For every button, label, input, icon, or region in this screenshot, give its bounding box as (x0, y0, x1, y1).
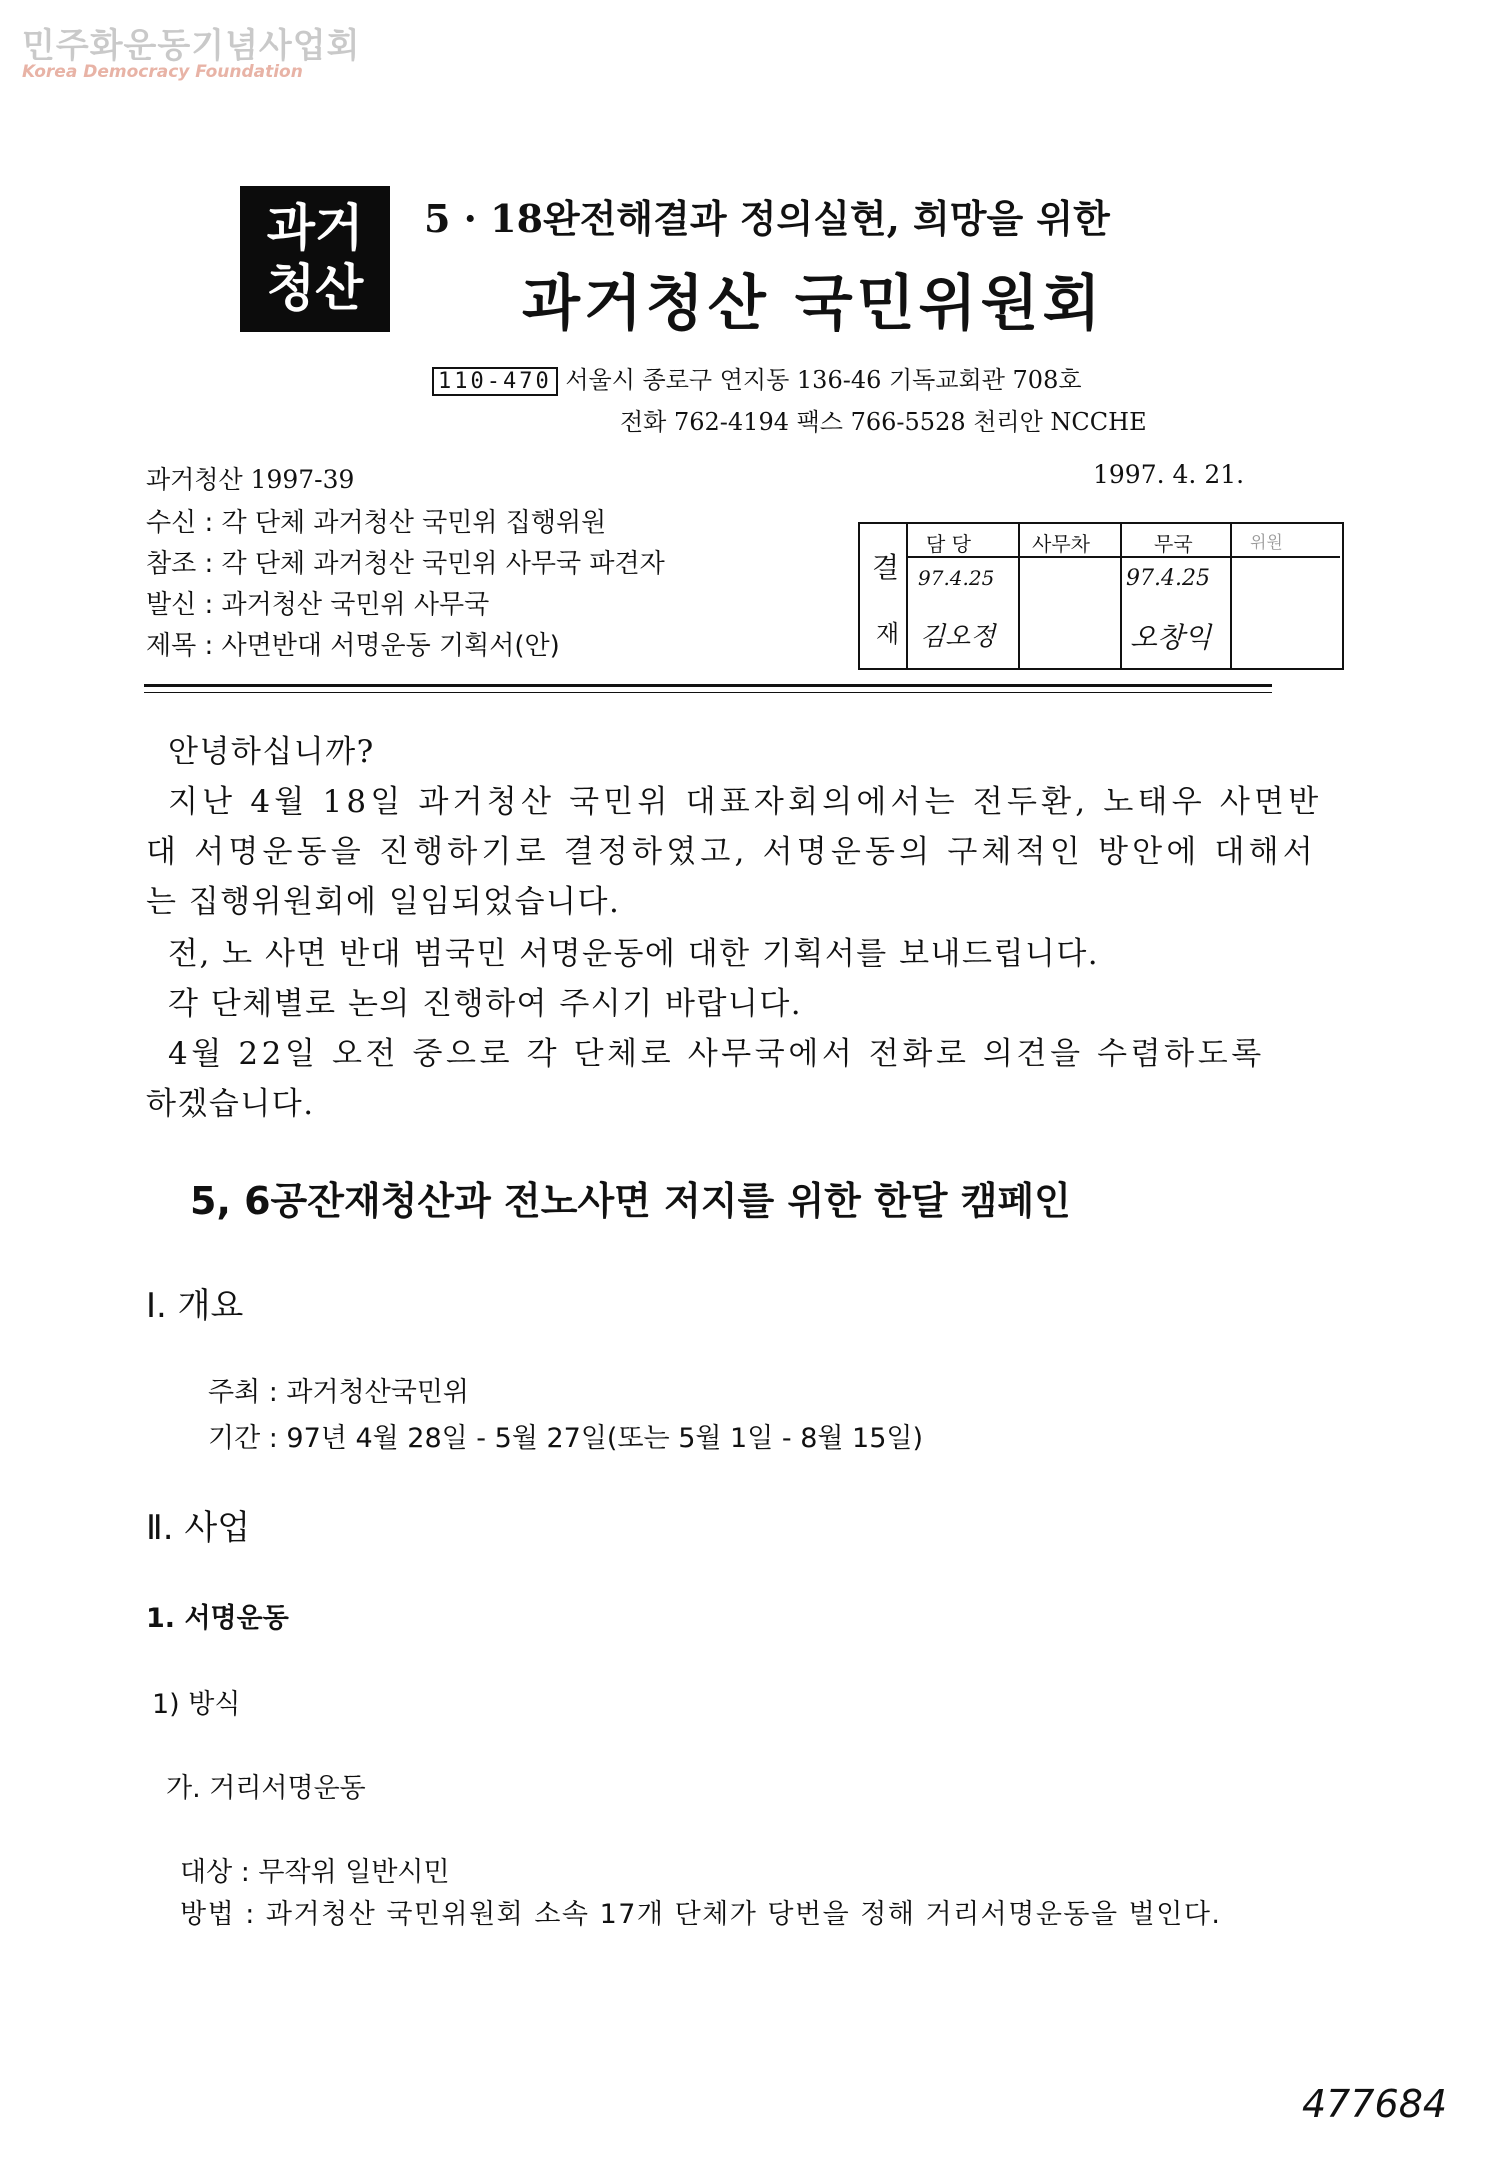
approval-date-3: 97.4.25 (1126, 566, 1210, 591)
header-title: 과거청산 국민위원회 (522, 269, 1105, 339)
item-method: 1) 방식 (152, 1689, 241, 1720)
approval-signature-1: 김오정 (920, 622, 996, 652)
watermark-korean: 민주화운동기념사업회 (22, 26, 361, 66)
address-line (432, 360, 1082, 396)
address: 서울시 종로구 연지동 136-46 기독교회관 708호 (565, 366, 1082, 394)
zip-code: 110-470 (432, 367, 558, 396)
approval-side-bottom: 재 (876, 620, 900, 648)
watermark-english: Korea Democracy Foundation (22, 62, 303, 82)
document-number: 과거청산 1997-39 (146, 465, 355, 494)
paragraph-1-line-3: 는 집행위원회에 일임되었습니다. (146, 884, 621, 920)
approval-table (858, 522, 1344, 670)
reference: 참조 : 각 단체 과거청산 국민위 사무국 파견자 (146, 549, 665, 579)
document-date: 1997. 4. 21. (1093, 460, 1245, 489)
approval-header-3: 무국 (1154, 532, 1193, 556)
logo-line-2: 청산 (266, 258, 364, 317)
organization-logo (240, 186, 390, 332)
method: 방법 : 과거청산 국민위원회 소속 17개 단체가 당번을 정해 거리서명운동을 벌인다. (180, 1899, 1222, 1930)
target: 대상 : 무작위 일반시민 (180, 1857, 450, 1888)
subject: 제목 : 사면반대 서명운동 기획서(안) (146, 631, 560, 661)
recipient: 수신 : 각 단체 과거청산 국민위 집행위원 (146, 508, 607, 538)
logo-line-1: 과거 (266, 198, 364, 257)
approval-side-top: 결 (872, 551, 900, 584)
greeting: 안녕하십니까? (168, 734, 375, 770)
item-signature-campaign: 1. 서명운동 (146, 1603, 289, 1634)
item-street-signature: 가. 거리서명운동 (166, 1773, 366, 1804)
paragraph-1-line-1: 지난 4월 18일 과거청산 국민위 대표자회의에서는 전두환, 노태우 사면반 (168, 784, 1323, 820)
sender: 발신 : 과거청산 국민위 사무국 (146, 590, 490, 620)
approval-header-1: 담 당 (926, 532, 971, 556)
section-2-heading: Ⅱ. 사업 (146, 1508, 251, 1548)
paragraph-1-line-2: 대 서명운동을 진행하기로 결정하였고, 서명운동의 구체적인 방안에 대해서 (146, 834, 1317, 870)
approval-header-2: 사무차 (1032, 532, 1090, 556)
header-divider (144, 684, 1272, 687)
header-subtitle: 5 · 18완전해결과 정의실현, 희망을 위한 (424, 196, 1110, 241)
approval-date-1: 97.4.25 (918, 566, 995, 590)
header-divider-thin (144, 692, 1272, 693)
paragraph-4-line-1: 4월 22일 오전 중으로 각 단체로 사무국에서 전화로 의견을 수렴하도록 (168, 1036, 1265, 1072)
paragraph-3: 각 단체별로 논의 진행하여 주시기 바랍니다. (168, 986, 803, 1022)
contact-line: 전화 762-4194 팩스 766-5528 천리안 NCCHE (620, 408, 1147, 436)
section-1-heading: Ⅰ. 개요 (146, 1286, 244, 1326)
approval-signature-3: 오창익 (1130, 621, 1212, 654)
page-number: 477684 (1302, 2082, 1448, 2126)
paragraph-2: 전, 노 사면 반대 범국민 서명운동에 대한 기획서를 보내드립니다. (168, 936, 1100, 972)
approval-header-4: 위원 (1250, 533, 1283, 553)
campaign-title: 5, 6공잔재청산과 전노사면 저지를 위한 한달 캠페인 (190, 1179, 1071, 1223)
paragraph-4-line-2: 하겠습니다. (146, 1086, 315, 1122)
period: 기간 : 97년 4월 28일 - 5월 27일(또는 5월 1일 - 8월 15일) (208, 1423, 924, 1454)
host: 주최 : 과거청산국민위 (208, 1377, 469, 1408)
